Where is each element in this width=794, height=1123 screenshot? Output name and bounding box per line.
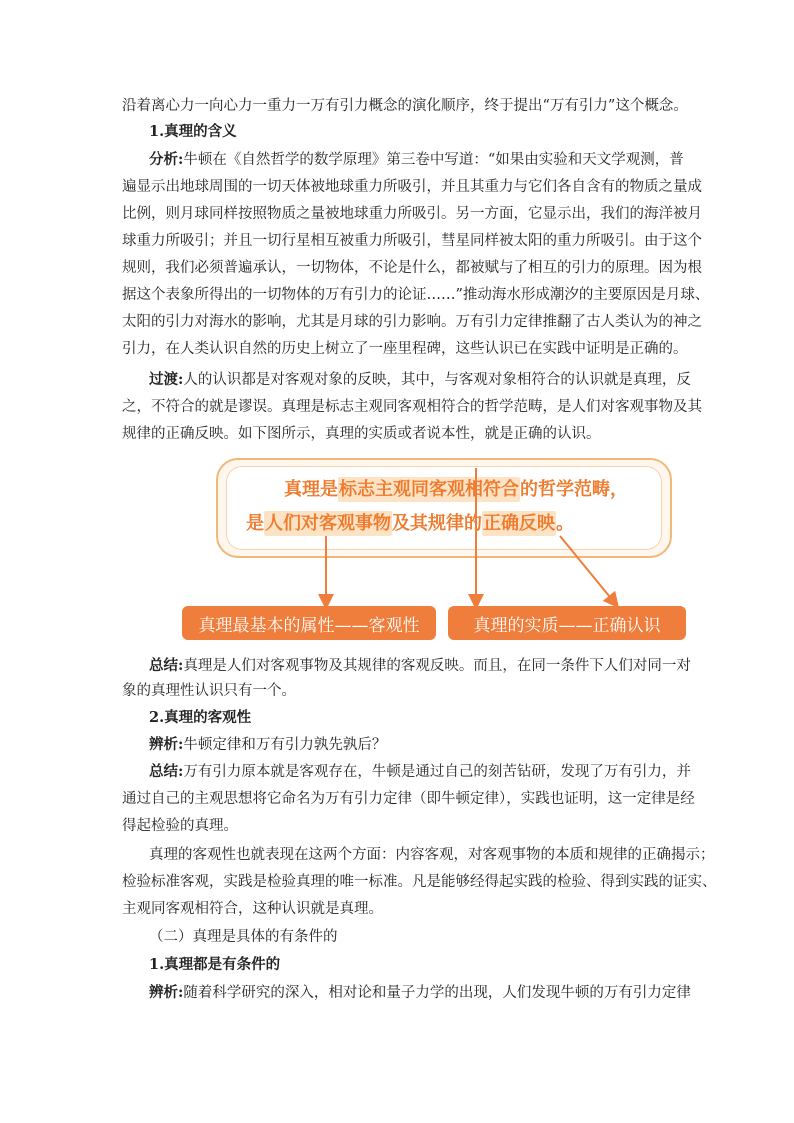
text: 。 [556, 513, 574, 534]
heading-text: 2.真理的客观性 [149, 709, 252, 726]
analysis-line [122, 312, 702, 332]
analysis-line [149, 150, 682, 170]
text: 真理的客观性也就表现在这两个方面：内容客观，对客观事物的本质和规律的正确揭示； [149, 847, 715, 863]
text: 象的真理性认识只有一个。 [122, 683, 296, 699]
highlight-objective-things: 人们对客观事物 [265, 513, 391, 534]
section-heading-objectivity [149, 708, 682, 728]
text: 检验标准客观，实践是检验真理的唯一标准。凡是能够经得起实践的检验、得到实践的证实、 [122, 874, 717, 890]
summary-line [149, 762, 691, 782]
text: 比例，则月球同样按照物质之量被地球重力所吸引。另一方面，它显示出，我们的海洋被月 [122, 206, 702, 222]
transition-line [122, 397, 702, 417]
text: 通过自己的主观思想将它命名为万有引力定律（即牛顿定律），实践也证明，这一定律是经 [122, 791, 695, 807]
summary-label: 总结: [149, 657, 184, 674]
paragraph-line [122, 899, 682, 919]
discrimination-label: 辨析: [149, 984, 184, 1001]
text: 牛顿在《自然哲学的数学原理》第三卷中写道：“如果由实验和天文学观测，普 [183, 152, 684, 168]
text: 太阳的引力对海水的影响，尤其是月球的引力影响。万有引力定律推翻了古人类认为的神之 [122, 314, 702, 330]
paragraph-line [122, 872, 717, 892]
analysis-line [122, 177, 702, 197]
analysis-line [122, 258, 702, 278]
arrow-to-essence-diagonal [560, 536, 614, 602]
transition-line [149, 370, 691, 390]
analysis-label: 分析: [149, 151, 184, 168]
transition-label: 过渡: [149, 371, 184, 388]
summary-line [122, 681, 682, 701]
highlight-correct-reflection: 正确反映 [483, 513, 555, 534]
heading-text: 1.真理的含义 [149, 123, 237, 140]
heading-text: 1.真理都是有条件的 [149, 956, 281, 973]
text: 规律的正确反映。如下图所示，真理的实质或者说本性，就是正确的认识。 [122, 426, 601, 442]
box-label: 真理的实质——正确认识 [473, 615, 661, 636]
box-essence-correct-cognition [448, 606, 686, 640]
text: 得起检验的真理。 [122, 818, 238, 834]
box-label: 真理最基本的属性——客观性 [198, 615, 420, 636]
analysis-line [122, 231, 702, 251]
highlight-subjective-objective: 标志主观同客观相符合 [339, 479, 519, 500]
analysis-line [122, 204, 702, 224]
text: 之，不符合的就是谬误。真理是标志主观同客观相符合的哲学范畴，是人们对客观事物及其 [122, 399, 702, 415]
summary-label: 总结: [149, 763, 184, 780]
text: 据这个表象所得出的一切物体的万有引力的论证……”推动海水形成潮汐的主要原因是月球、 [122, 287, 710, 303]
text: 规则，我们必须普遍承认，一切物体，不论是什么，都被赋与了相互的引力的原理。因为根 [122, 260, 702, 276]
text: 真理是 [284, 479, 338, 500]
text: 牛顿定律和万有引力孰先孰后？ [183, 737, 387, 753]
analysis-line [122, 285, 710, 305]
text: 球重力所吸引；并且一切行星相互被重力所吸引，彗星同样被太阳的重力所吸引。由于这个 [122, 233, 702, 249]
summary-line [122, 816, 682, 836]
section-heading-truth-meaning [149, 122, 682, 142]
text: 万有引力原本就是客观存在，牛顿是通过自己的刻苦钻研，发现了万有引力，并 [183, 764, 691, 780]
text: 沿着离心力一向心力一重力一万有引力概念的演化顺序，终于提出“万有引力”这个概念。 [122, 98, 688, 114]
transition-line [122, 424, 682, 444]
box-basic-attribute-objectivity [182, 606, 436, 640]
paragraph-line [149, 845, 715, 865]
text: 引力，在人类认识自然的历史上树立了一座里程碑，这些认识已在实践中证明是正确的。 [122, 341, 688, 357]
paragraph-line [122, 96, 688, 116]
discrimination-label: 辨析: [149, 736, 184, 753]
text: 随着科学研究的深入，相对论和量子力学的出现，人们发现牛顿的万有引力定律 [183, 985, 691, 1001]
summary-line [149, 656, 691, 676]
section-heading-conditional [149, 955, 682, 975]
discrimination-line [149, 983, 691, 1003]
truth-definition-diagram [178, 456, 690, 646]
text: 及其规律的 [392, 513, 482, 534]
text: 主观同客观相符合，这种认识就是真理。 [122, 901, 383, 917]
text: 是 [246, 513, 264, 534]
text: 的哲学范畴， [520, 479, 628, 500]
heading-text: （二）真理是具体的有条件的 [149, 929, 338, 945]
summary-line [122, 789, 695, 809]
text: 人的认识都是对客观对象的反映，其中，与客观对象相符合的认识就是真理，反 [183, 372, 691, 388]
section-heading-concrete [149, 927, 709, 947]
text: 遍显示出地球周围的一切天体被地球重力所吸引，并且其重力与它们各自含有的物质之量成 [122, 179, 702, 195]
text: 真理是人们对客观事物及其规律的客观反映。而且，在同一条件下人们对同一对 [183, 658, 691, 674]
discrimination-line [149, 735, 682, 755]
analysis-line [122, 339, 688, 359]
